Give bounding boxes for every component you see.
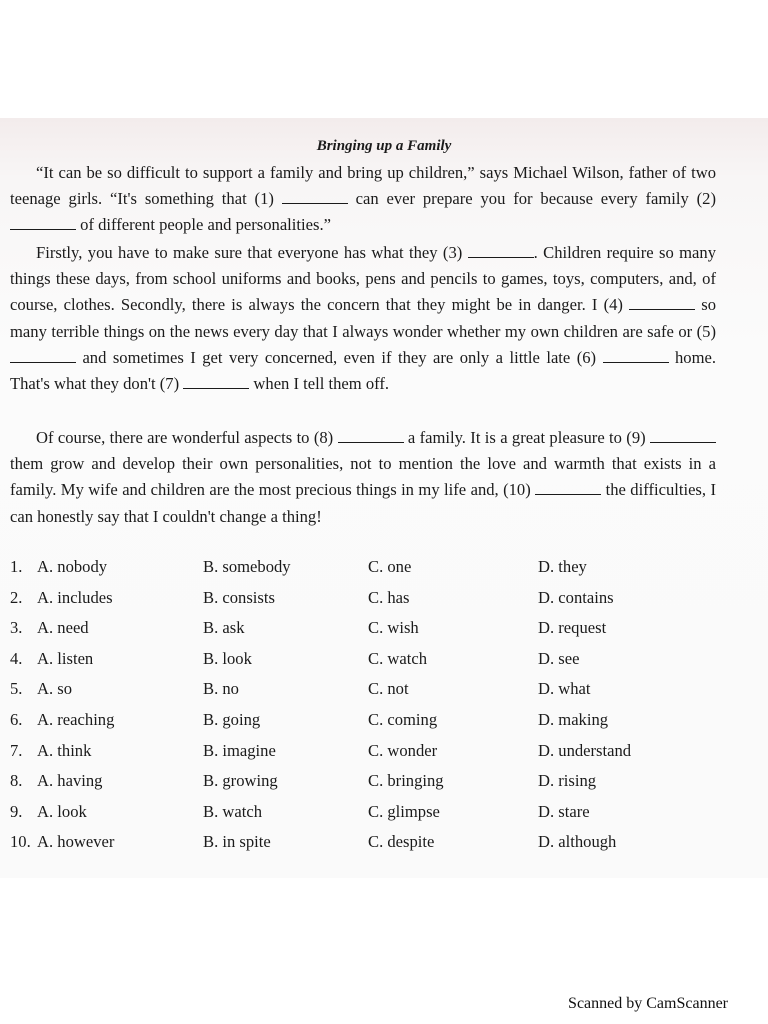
paragraph-1 <box>10 160 716 239</box>
question-number: 9. <box>10 801 23 821</box>
paragraph-text: home. That's what they don't (7) <box>10 347 716 394</box>
question-row <box>10 832 710 863</box>
paragraph-text: the difficulties, I can honestly say that I couldn't change a thing! <box>10 480 716 526</box>
answer-blank <box>282 191 348 204</box>
question-number: 4. <box>10 648 23 668</box>
option-a: A. so <box>37 679 73 699</box>
answer-blank <box>10 217 76 230</box>
answer-blank <box>650 430 716 443</box>
question-row <box>10 802 710 833</box>
answer-blank <box>603 350 669 363</box>
answer-blank <box>338 430 404 443</box>
paragraph-2 <box>10 240 716 397</box>
question-number: 3. <box>10 618 23 638</box>
option-c: C. one <box>368 557 412 576</box>
question-number: 10. <box>10 832 31 852</box>
question-number: 5. <box>10 679 23 699</box>
option-b: B. consists <box>203 587 275 607</box>
paragraph-text: and sometimes I get very concerned, even if they are only a little late (6) <box>76 347 603 367</box>
paragraph-text: Firstly, you have to make sure that everyone has what they (3) <box>36 243 468 262</box>
option-c: C. coming <box>368 709 438 729</box>
question-number: 1. <box>10 557 23 576</box>
option-b: B. somebody <box>203 557 291 576</box>
question-row <box>10 557 710 588</box>
option-a: A. reaching <box>37 709 115 729</box>
question-number: 6. <box>10 709 23 729</box>
answer-blank <box>629 297 695 310</box>
option-c: C. wish <box>368 618 419 638</box>
option-a: A. think <box>37 740 92 760</box>
option-d: D. contains <box>538 587 614 607</box>
question-row <box>10 710 710 741</box>
option-a: A. includes <box>37 587 113 607</box>
option-a: A. however <box>37 832 115 852</box>
paragraph-text: when I tell them off. <box>249 374 390 394</box>
option-c: C. bringing <box>368 771 444 791</box>
answer-blank <box>468 245 534 258</box>
paragraph-text: them grow and develop their own personalities, not to mention the love and warmth that exists in a family. My wife and children are the most precious things in my life and, (10) <box>10 454 716 500</box>
option-b: B. imagine <box>203 740 276 760</box>
option-a: A. need <box>37 618 89 638</box>
option-d: D. rising <box>538 771 597 791</box>
answer-blank <box>183 376 249 389</box>
option-c: C. has <box>368 587 410 607</box>
paragraph-text: of different people and personalities.” <box>76 215 331 235</box>
option-b: B. no <box>203 679 239 699</box>
question-row <box>10 679 710 710</box>
question-row <box>10 588 710 619</box>
answer-blank <box>10 350 76 363</box>
option-d: D. making <box>538 709 609 729</box>
option-c: C. glimpse <box>368 801 440 821</box>
option-a: A. listen <box>37 648 94 668</box>
option-d: D. they <box>538 557 587 576</box>
option-b: B. growing <box>203 771 278 791</box>
page-title: Bringing up a Family <box>316 138 452 154</box>
option-d: D. although <box>538 832 617 852</box>
question-row <box>10 741 710 772</box>
option-d: D. what <box>538 679 591 699</box>
question-row <box>10 771 710 802</box>
option-a: A. nobody <box>37 557 108 576</box>
option-b: B. going <box>203 709 261 729</box>
option-c: C. wonder <box>368 740 438 760</box>
paragraph-text: Of course, there are wonderful aspects to (8) <box>36 428 338 447</box>
answer-blank <box>535 482 601 495</box>
option-a: A. look <box>37 801 87 821</box>
question-number: 8. <box>10 771 23 791</box>
question-number: 7. <box>10 740 23 760</box>
option-b: B. watch <box>203 801 262 821</box>
option-b: B. in spite <box>203 832 271 852</box>
paragraph-text: a family. It is a great pleasure to (9) <box>403 428 650 447</box>
answer-options <box>10 557 710 863</box>
option-b: B. look <box>203 648 252 668</box>
question-number: 2. <box>10 587 23 607</box>
option-d: D. understand <box>538 740 632 760</box>
question-row <box>10 649 710 680</box>
option-d: D. stare <box>538 801 590 821</box>
option-c: C. not <box>368 679 409 699</box>
question-row <box>10 618 710 649</box>
paragraph-3 <box>10 425 716 530</box>
paragraph-text: can ever prepare you for because every family (2) <box>347 189 716 209</box>
paragraph-text: so many terrible things on the news every day that I always wonder whether my own children are safe or (5) <box>10 295 716 341</box>
scanner-watermark: Scanned by CamScanner <box>568 995 728 1012</box>
paragraph-text: . Children require so many things these days, from school uniforms and books, pens and pencils to games, toys, computers, and, of course, clothes. Secondly, there is always the concern that they might be in danger. I (4) <box>10 243 716 315</box>
option-c: C. despite <box>368 832 435 852</box>
option-b: B. ask <box>203 618 245 638</box>
option-d: D. see <box>538 648 580 668</box>
option-a: A. having <box>37 771 103 791</box>
option-d: D. request <box>538 618 607 638</box>
paragraph-text: “It can be so difficult to support a family and bring up children,” says Michael Wilson, father of two teenage girls. “It's something that (1) <box>10 163 716 209</box>
option-c: C. watch <box>368 648 427 668</box>
